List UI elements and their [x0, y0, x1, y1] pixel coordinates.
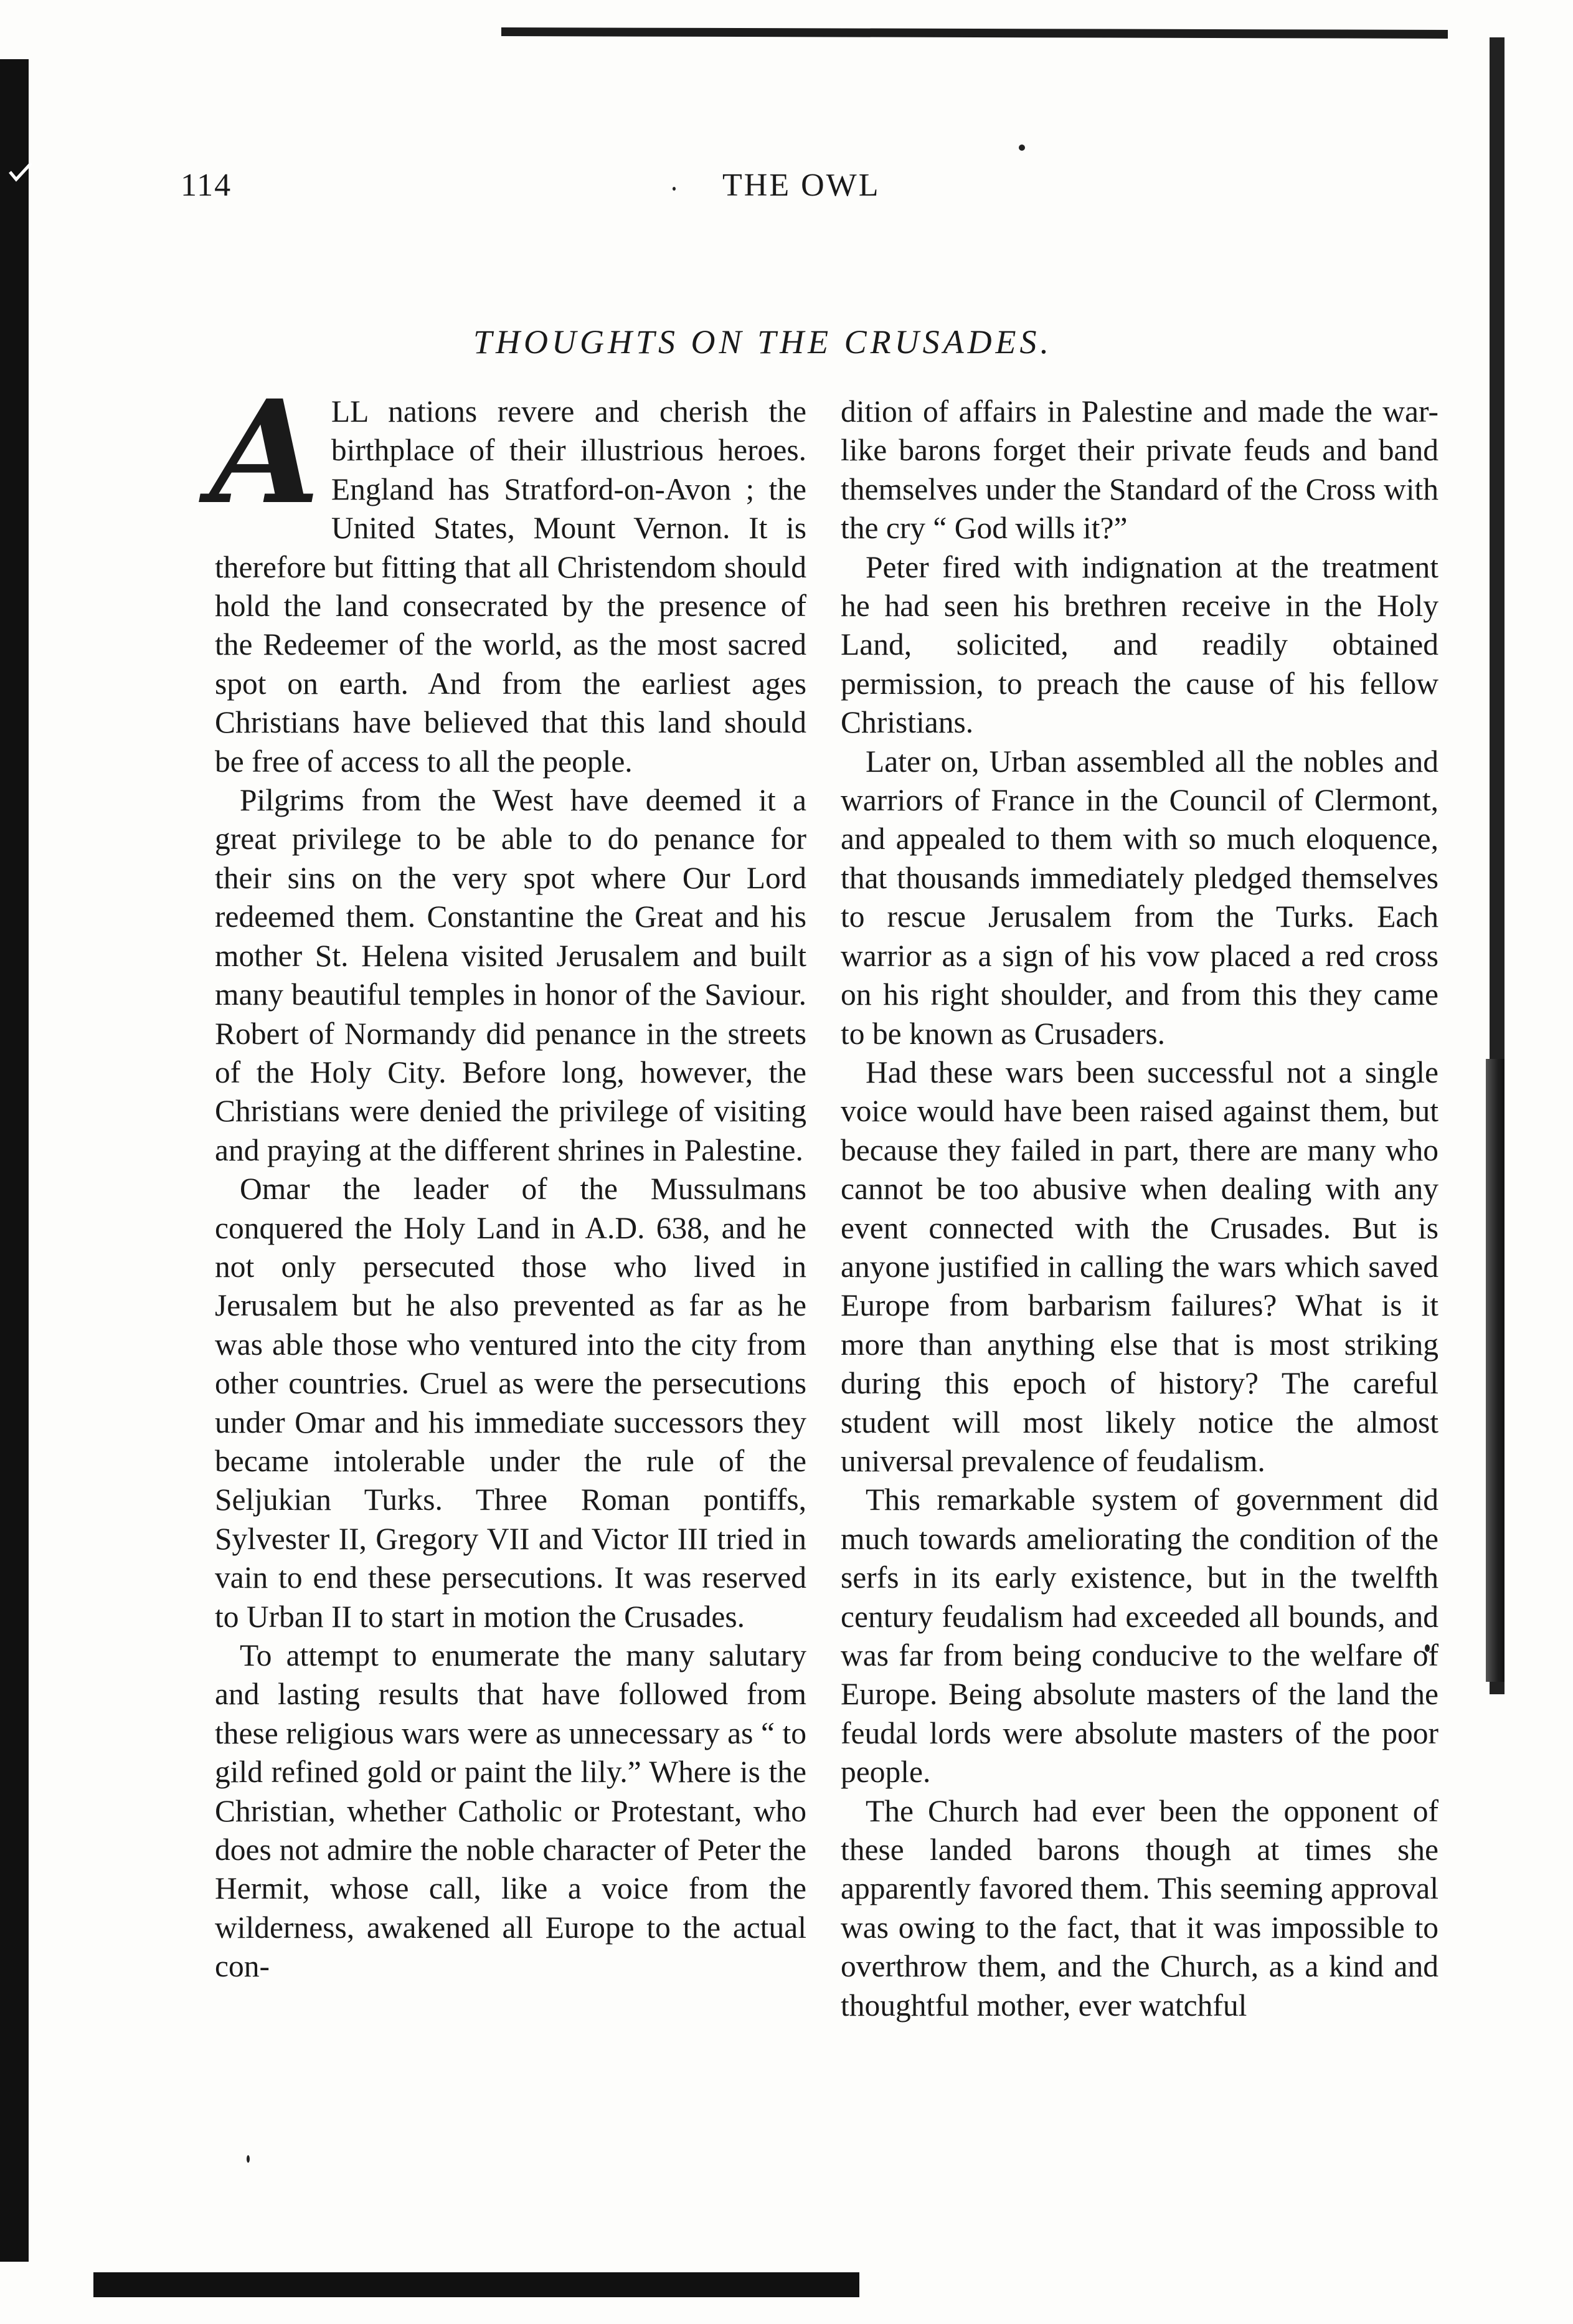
paragraph: dition of affairs in Palestine and made the war-like barons forget their private feuds and band themselves under the Standard of the Cross with the cry “ God wills it?” — [841, 394, 1438, 546]
bottom-page-edge — [93, 2272, 859, 2297]
paragraph: Pilgrims from the West have deemed it a great privilege to be able to do penance for their sins on the very spot where Our Lord redeemed them. Constantine the Great and his mother St. Helena visited Jerusalem and built many beautiful temples in honor of the Saviour. Robert of Normandy did penance in the streets of the Holy City. Before long, however, the Christians were denied the privilege of visiting and praying at the different shrines in Palestine. — [215, 783, 806, 1167]
article-title: THOUGHTS ON THE CRUSADES. — [473, 323, 1053, 361]
paragraph: Peter fired with indignation at the treatment he had seen his brethren receive in the Holy Land, solicited, and readily obtained permission, to preach the cause of his fellow Christians. — [841, 549, 1438, 740]
paragraph: Omar the leader of the Mussulmans conquered the Holy Land in A.D. 638, and he not only persecuted those who lived in Jerusalem but he also prevented as far as he was able those who ventured into the city from other countries. Cruel as were the persecutions under Omar and his immediate successors they became intolerable under the rule of the Seljukian Turks. Three Roman pontiffs, Sylvester II, Gregory VII and Victor III tried in vain to end these persecutions. It was reserved to Urban II to start in motion the Crusades. — [215, 1172, 806, 1634]
paragraph: Had these wars been successful not a single voice would have been raised against them, but because they failed in part, there are many who cannot be too abusive when dealing with any event connected with the Crusades. But is anyone justified in calling the wars which saved Europe from barbarism failures? What is it more than anything else that is most striking during this epoch of history? The careful student will most likely notice the almost universal prevalence of feudalism. — [841, 1055, 1438, 1478]
paragraph: Later on, Urban assembled all the nobles and warriors of France in the Council of Clermont, and appealed to them with so much eloquence, that thousands immediately pledged themselves to rescue Jerusalem from the Turks. Each warrior as a sign of his vow placed a red cross on his right shoulder, and from this they came to be known as Crusaders. — [841, 744, 1438, 1051]
ink-speck — [247, 2155, 250, 2163]
left-column — [210, 369, 806, 1986]
running-head — [0, 167, 1573, 211]
drop-cap: A — [210, 369, 320, 536]
paragraph-text: LL nations revere and cherish the birthplace of their illustrious heroes. England has Stratford-on-Avon ; the United States, Mount Vernon. It is therefore but fitting that all Christendom should hold the land consecrated by the presence of the Redeemer of the world, as the most sacred spot on earth. And from the earliest ages Christians have believed that this land should be free of access to all the people. — [215, 394, 806, 779]
right-column — [841, 392, 1438, 2025]
paragraph: To attempt to enumerate the many salutary and lasting results that have followed from these religious wars were as unnecessary as “ to gild refined gold or paint the lily.” Where is the Christian, whether Catholic or Protestant, who does not admire the noble character of Peter the Hermit, whose call, like a voice from the wilderness, awakened all Europe to the actual con- — [215, 1638, 806, 1984]
page-number: 114 — [181, 168, 232, 203]
right-page-edge-lower — [1486, 1059, 1505, 1682]
ink-speck — [1019, 145, 1025, 151]
top-page-edge — [501, 27, 1448, 39]
binding-shadow — [0, 59, 29, 2262]
paragraph: The Church had ever been the opponent of these landed barons though at times she apparently favored them. This seeming approval was owing to the fact, that it was impossible to overthrow them, and the Church, as a kind and thoughtful mother, ever watchful — [841, 1793, 1438, 2023]
paragraph: This remarkable system of government did much towards ameliorating the condition of the serfs in its early existence, but in the twelfth century feudalism had exceeded all bounds, and was far from being conducive to the welfare of Europe. Being absolute masters of the land the feudal lords were absolute masters of the poor people. — [841, 1482, 1438, 1790]
paragraph — [210, 369, 806, 781]
journal-title: THE OWL — [722, 168, 881, 203]
